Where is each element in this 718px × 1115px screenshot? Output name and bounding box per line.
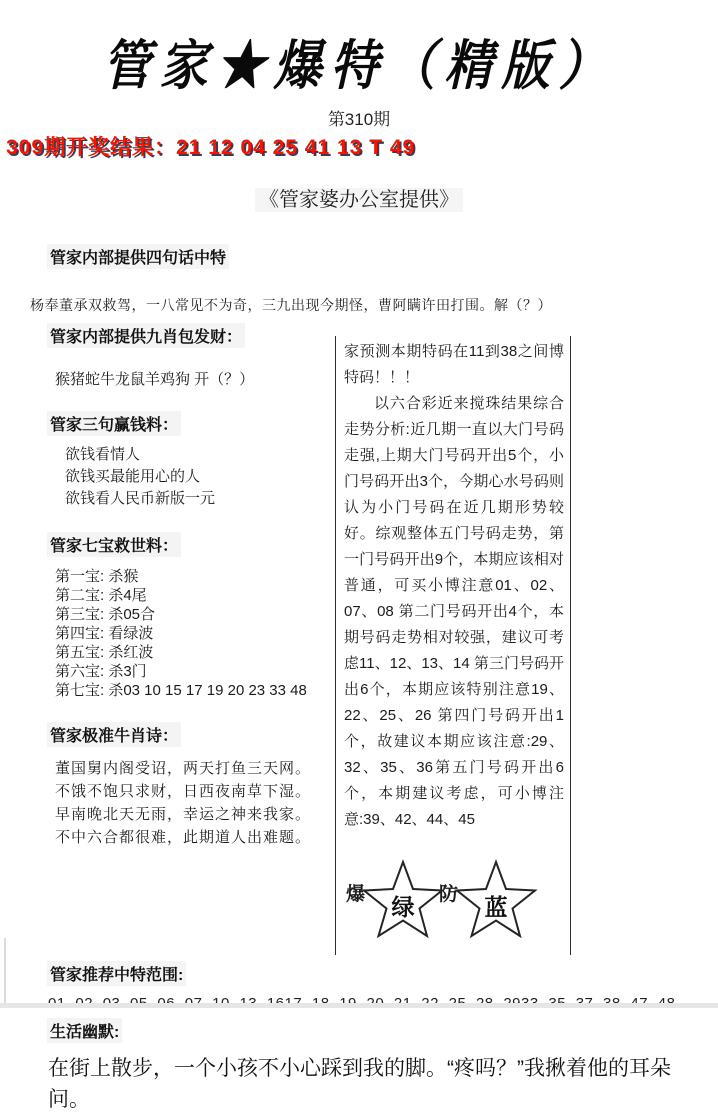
scan-left-edge — [4, 938, 6, 1008]
treasure-line: 第二宝: 杀4尾 — [55, 587, 147, 604]
money-three-heading: 管家三句赢钱料： — [47, 411, 181, 436]
ox-poem-lines — [55, 757, 335, 849]
section-four-sentence — [47, 244, 718, 269]
treasure-line: 第四宝: 看绿波 — [55, 625, 154, 642]
treasure-line: 第五宝: 杀红波 — [55, 644, 154, 661]
range-heading: 管家推荐中特范围: — [47, 961, 186, 986]
provider-text: 《管家婆办公室提供》 — [255, 188, 463, 212]
issue-number: 第310期 — [327, 110, 391, 129]
scan-bottom-edge — [0, 1003, 718, 1008]
green-star-value: 绿 — [391, 894, 415, 920]
nine-zodiac-heading: 管家内部提供九肖包发财： — [47, 323, 245, 348]
seven-treasures-list — [55, 567, 335, 700]
ox-poem-heading: 管家极准牛肖诗： — [47, 722, 181, 747]
poem-line: 董国舅内阁受诏，两天打鱼三天网。 — [55, 760, 312, 777]
blue-star — [454, 857, 538, 945]
analysis-body: 以六合彩近来搅珠结果综合走势分析:近几期一直以大门号码走强,上期大门号码开出5个，小门号码开出3个，今期心水号码则认为小门号码在近几期形势较好。综观整体五门号码走势，第一门号码开出9个，本期应该相对普通，可买小博注意01、02、07、08 第二门号码开出4个，本期号码走势相对较强，建议可考虑11、12、13、14 第三门号码开出6个，本期应该特别注意19、22、25、26 第四门号码开出1个，故建议本期应该注意:29、32、35、36第五门号码开出6个，本期建议考虑，可小博注意:39、42、44、45 — [344, 395, 564, 828]
poem-line: 早南晚北天无雨，幸运之神来我家。 — [55, 806, 312, 823]
trend-analysis-box — [335, 336, 571, 955]
color-prediction-stars — [346, 857, 564, 945]
money-three-list — [65, 444, 335, 510]
two-column-area — [0, 323, 718, 955]
four-sentence-content: 杨奉董承双救驾，一八常见不为奇，三九出现今期怪，曹阿瞒许田打围。解（？） — [30, 297, 552, 313]
provider-line — [0, 183, 718, 212]
humor-content: 在街上散步，一个小孩不小心踩到我的脚。“疼吗？”我揪着他的耳朵问。 — [48, 1057, 671, 1111]
humor-heading: 生活幽默: — [47, 1018, 122, 1043]
four-sentence-heading: 管家内部提供四句话中特 — [47, 244, 229, 269]
section-nine-zodiac — [47, 323, 335, 348]
section-humor — [47, 1018, 718, 1043]
poem-line: 不中六合都很难，此期道人出难题。 — [55, 829, 312, 846]
green-star — [361, 857, 445, 945]
treasure-line: 第七宝: 杀03 10 15 17 19 20 23 33 48 — [55, 682, 307, 699]
analysis-headline: 家预测本期特码在11到38之间博特码！！！ — [344, 343, 564, 386]
treasure-line: 第一宝: 杀猴 — [55, 568, 139, 585]
money-three-line: 欲钱看人民币新版一元 — [65, 490, 216, 507]
money-three-line: 欲钱买最能用心的人 — [65, 468, 201, 485]
poem-line: 不饿不饱只求财，日西夜南草下湿。 — [55, 783, 312, 800]
section-range — [47, 961, 718, 986]
blue-star-value: 蓝 — [484, 894, 508, 920]
nine-zodiac-content: 猴猪蛇牛龙鼠羊鸡狗 开（？） — [55, 371, 255, 388]
burst-label: 爆 — [346, 884, 366, 905]
section-money-three — [47, 411, 335, 436]
section-ox-poem — [47, 722, 335, 747]
section-seven-treasures — [47, 532, 335, 557]
treasure-line: 第三宝: 杀05合 — [55, 606, 156, 623]
money-three-line: 欲钱看情人 — [65, 446, 141, 463]
seven-treasures-heading: 管家七宝救世料： — [47, 532, 181, 557]
guard-label: 防 — [439, 884, 459, 905]
left-column — [0, 323, 335, 849]
treasure-line: 第六宝: 杀3门 — [55, 663, 147, 680]
previous-draw-result: 309期开奖结果：21 12 04 25 41 13 T 49 — [6, 136, 416, 159]
page-title: 管家★爆特（精版） — [102, 36, 616, 97]
